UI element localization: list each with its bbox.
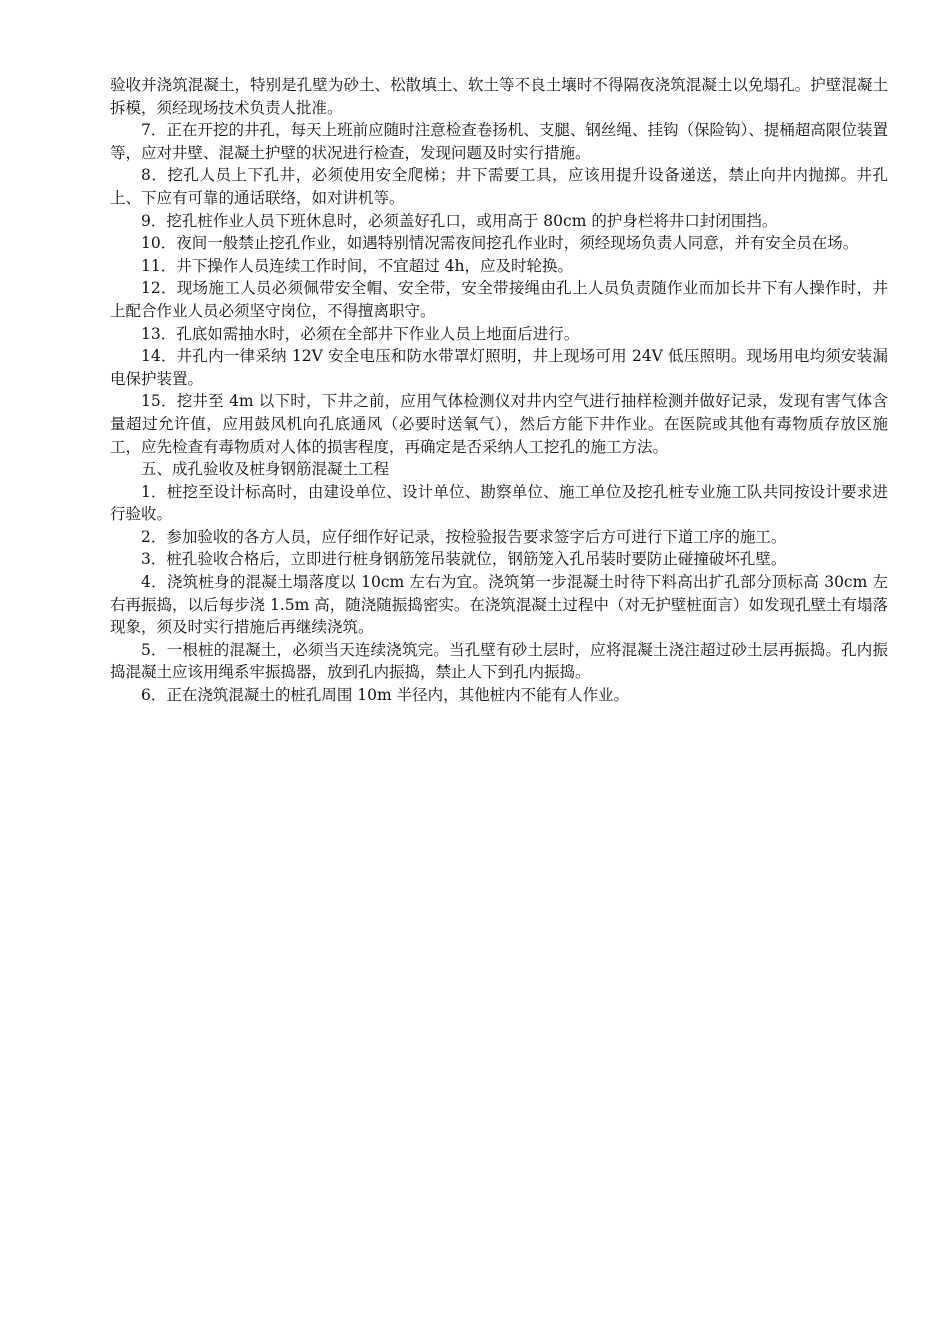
paragraph-continuation: 验收并浇筑混凝土，特别是孔壁为砂土、松散填土、软土等不良土壤时不得隔夜浇筑混凝土以免塌孔。护壁混凝土拆模，须经现场技术负责人批准。 [110, 76, 888, 117]
paragraph-item-8: 8．挖孔人员上下孔井，必须使用安全爬梯；井下需要工具，应该用提升设备递送，禁止向井内抛掷。井孔上、下应有可靠的通话联络，如对讲机等。 [110, 166, 888, 207]
paragraph-item-9: 9．挖孔桩作业人员下班休息时，必须盖好孔口，或用高于 80cm 的护身栏将井口封闭围挡。 [141, 211, 778, 230]
section-heading: 五、成孔验收及桩身钢筋混凝土工程 [141, 460, 390, 479]
paragraph-item-11: 11．井下操作人员连续工作时间，不宜超过 4h，应及时轮换。 [141, 256, 573, 275]
paragraph-section5-item-3: 3．桩孔验收合格后，立即进行桩身钢筋笼吊装就位，钢筋笼入孔吊装时要防止碰撞破坏孔壁。 [141, 550, 787, 569]
paragraph-section5-item-1: 1．桩挖至设计标高时，由建设单位、设计单位、勘察单位、施工单位及挖孔桩专业施工队共同按设计要求进行验收。 [110, 482, 888, 524]
paragraph-item-7: 7．正在开挖的井孔，每天上班前应随时注意检查卷扬机、支腿、钢丝绳、挂钩（保险钩）、提桶超高限位装置等，应对井壁、混凝土护壁的状况进行检查，发现问题及时实行措施。 [110, 121, 888, 162]
paragraph-section5-item-2: 2．参加验收的各方人员，应仔细作好记录，按检验报告要求签字后方可进行下道工序的施工。 [141, 527, 787, 546]
paragraph-section5-item-6: 6．正在浇筑混凝土的桩孔周围 10m 半径内，其他桩内不能有人作业。 [141, 686, 630, 705]
document-body [110, 74, 888, 707]
paragraph-section5-item-4: 4．浇筑桩身的混凝土塌落度以 10cm 左右为宜。浇筑第一步混凝土时待下料高出扩孔部分顶标高 30cm 左右再振捣，以后每步浇 1.5m 高，随浇随振捣密实。在浇筑混凝土过程中（对无护壁桩面言）如发现孔壁土有塌落现象，须及时实行措施后再继续浇筑。 [110, 573, 888, 637]
paragraph-item-15: 15．挖井至 4m 以下时，下井之前，应用气体检测仪对井内空气进行抽样检测并做好记录，发现有害气体含量超过允许值，应用鼓风机向孔底通风（必要时送氧气），然后方能下井作业。在医院或其他有毒物质存放区施工，应先检查有毒物质对人体的损害程度，再确定是否采纳人工挖孔的施工方法。 [110, 392, 888, 456]
paragraph-item-14: 14．井孔内一律采纳 12V 安全电压和防水带罩灯照明，井上现场可用 24V 低压照明。现场用电均须安装漏电保护装置。 [110, 347, 888, 388]
paragraph-item-10: 10．夜间一般禁止挖孔作业，如遇特别情况需夜间挖孔作业时，须经现场负责人同意，并有安全员在场。 [141, 234, 859, 253]
paragraph-section5-item-5: 5．一根桩的混凝土，必须当天连续浇筑完。当孔壁有砂土层时，应将混凝土浇注超过砂土层再振捣。孔内振捣混凝土应该用绳系牢振捣器，放到孔内振捣，禁止人下到孔内振捣。 [110, 640, 888, 682]
paragraph-item-13: 13．孔底如需抽水时，必须在全部井下作业人员上地面后进行。 [141, 324, 580, 343]
paragraph-item-12: 12．现场施工人员必须佩带安全帽、安全带，安全带接绳由孔上人员负责随作业而加长井下有人操作时，井上配合作业人员必须坚守岗位，不得擅离职守。 [110, 279, 888, 320]
